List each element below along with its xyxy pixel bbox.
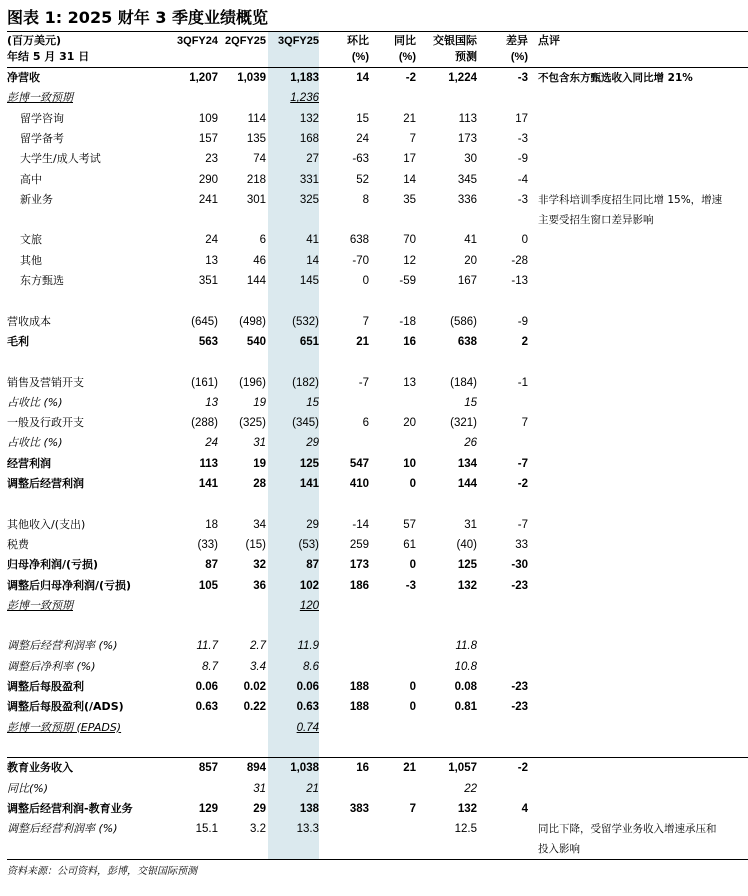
cell-2qfy25: 28 bbox=[253, 478, 266, 490]
cell-yoy: 7 bbox=[409, 132, 416, 145]
table-row bbox=[0, 738, 748, 758]
cell-2qfy25: 19 bbox=[253, 396, 266, 409]
cell-estimate: 167 bbox=[457, 275, 477, 287]
row-label: 调整后经营利润 bbox=[7, 477, 84, 490]
fiscal-year-label: 年结 5 月 31 日 bbox=[7, 50, 90, 63]
table-row bbox=[0, 352, 748, 372]
cell-difference: -23 bbox=[511, 579, 528, 592]
cell-difference: -2 bbox=[517, 762, 528, 775]
row-label: 彭博一致预期 bbox=[7, 598, 73, 612]
cell-2qfy25: 218 bbox=[246, 173, 266, 186]
cell-3qfy25: 13.3 bbox=[296, 823, 319, 836]
cell-qoq: 259 bbox=[349, 538, 369, 551]
cell-difference: -23 bbox=[511, 701, 528, 714]
row-label: 调整后经营利润率 (%) bbox=[7, 822, 118, 836]
col-header-yoy: 同比 bbox=[394, 34, 416, 47]
cell-estimate: (40) bbox=[456, 538, 477, 551]
cell-yoy: 70 bbox=[403, 234, 416, 247]
cell-3qfy24: (288) bbox=[191, 417, 218, 430]
cell-qoq: 15 bbox=[356, 112, 369, 125]
cell-estimate: 144 bbox=[457, 478, 477, 490]
table-row bbox=[0, 190, 748, 226]
col-header-qoq-unit: (%) bbox=[351, 51, 369, 63]
table-row bbox=[0, 799, 748, 819]
cell-2qfy25: (325) bbox=[239, 417, 266, 430]
cell-3qfy25: 21 bbox=[306, 782, 319, 795]
cell-3qfy24: 15.1 bbox=[195, 823, 218, 836]
cell-yoy: -59 bbox=[399, 275, 416, 287]
cell-yoy: -3 bbox=[405, 579, 416, 592]
row-label: 销售及营销开支 bbox=[7, 375, 84, 389]
cell-3qfy25: (532) bbox=[292, 315, 319, 328]
cell-estimate: 12.5 bbox=[454, 823, 477, 836]
row-label: 营收成本 bbox=[7, 314, 51, 328]
table-row bbox=[0, 636, 748, 656]
cell-qoq: 188 bbox=[349, 681, 369, 693]
row-label: 调整后经营利润-教育业务 bbox=[7, 801, 133, 815]
cell-estimate: 336 bbox=[457, 193, 477, 206]
cell-3qfy24: 129 bbox=[198, 802, 218, 815]
cell-difference: -23 bbox=[511, 681, 528, 693]
col-header-qoq: 环比 bbox=[347, 34, 369, 47]
cell-3qfy24: 563 bbox=[198, 335, 218, 348]
cell-estimate: 26 bbox=[464, 437, 477, 450]
cell-2qfy25: 0.02 bbox=[243, 681, 266, 693]
row-label: 调整后归母净利润/(亏损) bbox=[7, 578, 132, 592]
cell-estimate: 638 bbox=[457, 335, 477, 348]
table-row bbox=[0, 758, 748, 778]
col-header-3qfy24: 3QFY24 bbox=[177, 35, 218, 47]
col-header-comment: 点评 bbox=[538, 34, 560, 47]
cell-estimate: 125 bbox=[457, 559, 477, 572]
table-bottom-rule bbox=[7, 859, 748, 860]
cell-difference: -7 bbox=[517, 518, 528, 531]
row-label: 大学生/成人考试 bbox=[20, 152, 101, 166]
cell-estimate: (586) bbox=[450, 315, 477, 328]
cell-3qfy24: 109 bbox=[198, 112, 218, 125]
cell-difference: -3 bbox=[517, 132, 528, 145]
table-row bbox=[0, 88, 748, 108]
cell-2qfy25: 894 bbox=[246, 762, 266, 775]
row-label: 高中 bbox=[20, 172, 42, 186]
row-label: 占收比 (%) bbox=[7, 436, 63, 450]
cell-3qfy24: 113 bbox=[199, 457, 218, 470]
cell-3qfy25: 1,183 bbox=[290, 72, 319, 84]
cell-estimate: 11.8 bbox=[455, 640, 477, 653]
cell-2qfy25: (196) bbox=[239, 376, 266, 389]
cell-estimate: 22 bbox=[464, 782, 477, 795]
cell-3qfy25: 102 bbox=[299, 579, 319, 592]
cell-difference: 33 bbox=[515, 538, 528, 551]
source-note: 资料来源：公司资料，彭博，交银国际预测 bbox=[7, 866, 197, 877]
cell-3qfy24: 290 bbox=[198, 173, 218, 186]
row-label: 教育业务收入 bbox=[7, 761, 73, 775]
row-label: 文旅 bbox=[20, 233, 42, 247]
cell-3qfy25: 0.06 bbox=[296, 681, 319, 693]
table-row bbox=[0, 616, 748, 636]
cell-qoq: 410 bbox=[349, 478, 369, 490]
row-label: 调整后每股盈利(/ADS) bbox=[7, 700, 124, 714]
cell-3qfy24: 857 bbox=[198, 762, 218, 775]
cell-2qfy25: 31 bbox=[253, 782, 266, 795]
cell-estimate: 1,057 bbox=[448, 762, 477, 775]
cell-qoq: 16 bbox=[356, 762, 369, 775]
cell-2qfy25: 1,039 bbox=[237, 72, 266, 84]
cell-yoy: 17 bbox=[403, 153, 416, 166]
cell-qoq: 8 bbox=[362, 193, 369, 206]
cell-3qfy25: 132 bbox=[299, 112, 319, 125]
cell-3qfy25: (182) bbox=[292, 376, 319, 389]
table-row bbox=[0, 819, 748, 856]
cell-yoy: 35 bbox=[403, 193, 416, 206]
table-row bbox=[0, 109, 748, 129]
table-row bbox=[0, 170, 748, 190]
cell-2qfy25: 2.7 bbox=[250, 640, 266, 653]
cell-yoy: 12 bbox=[403, 254, 416, 267]
cell-2qfy25: 31 bbox=[253, 437, 266, 450]
cell-qoq: 7 bbox=[362, 315, 369, 328]
row-comment: 不包含东方甄选收入同比增 21% bbox=[538, 72, 693, 84]
table-row bbox=[0, 535, 748, 555]
cell-3qfy24: 0.63 bbox=[195, 701, 218, 714]
cell-estimate: 173 bbox=[457, 132, 477, 145]
cell-2qfy25: 32 bbox=[253, 559, 266, 572]
cell-estimate: 15 bbox=[464, 396, 477, 409]
cell-3qfy24: (161) bbox=[191, 376, 218, 389]
cell-3qfy25: 41 bbox=[306, 234, 319, 247]
row-comment: 非学科培训季度招生同比增 15%，增速 bbox=[538, 193, 723, 206]
cell-2qfy25: 36 bbox=[253, 579, 266, 592]
cell-3qfy25: (53) bbox=[298, 538, 319, 551]
cell-2qfy25: 6 bbox=[259, 234, 266, 247]
cell-2qfy25: (15) bbox=[245, 538, 266, 551]
table-row bbox=[0, 149, 748, 169]
cell-yoy: 20 bbox=[403, 417, 416, 430]
row-label: 留学备考 bbox=[20, 131, 64, 145]
table-row bbox=[0, 454, 748, 474]
cell-difference: -9 bbox=[517, 315, 528, 328]
row-label: 其他收入/(支出) bbox=[7, 517, 86, 531]
table-row bbox=[0, 657, 748, 677]
cell-3qfy25: 120 bbox=[299, 599, 319, 612]
cell-qoq: 52 bbox=[356, 173, 369, 186]
cell-3qfy25: 0.74 bbox=[296, 721, 319, 734]
cell-difference: 17 bbox=[515, 112, 528, 125]
row-label: 调整后净利率 (%) bbox=[7, 659, 96, 673]
cell-2qfy25: 34 bbox=[253, 518, 266, 531]
row-label: 彭博一致预期 (EPADS) bbox=[7, 720, 122, 734]
cell-estimate: 113 bbox=[458, 112, 477, 125]
cell-3qfy24: 351 bbox=[198, 275, 218, 287]
cell-yoy: 13 bbox=[403, 376, 416, 389]
cell-2qfy25: 0.22 bbox=[243, 701, 266, 714]
cell-3qfy24: 24 bbox=[205, 437, 218, 450]
cell-qoq: 0 bbox=[362, 275, 369, 287]
cell-3qfy25: 11.9 bbox=[297, 640, 319, 653]
row-label: 同比(%) bbox=[7, 781, 49, 795]
table-row bbox=[0, 332, 748, 352]
row-comment-continued: 主要受招生窗口差异影响 bbox=[538, 213, 654, 226]
table-row bbox=[0, 251, 748, 271]
col-header-estimate: 交银国际 bbox=[433, 34, 477, 47]
table-row bbox=[0, 230, 748, 250]
cell-yoy: 0 bbox=[409, 478, 416, 490]
cell-difference: 0 bbox=[521, 234, 528, 247]
row-label: 彭博一致预期 bbox=[7, 91, 73, 105]
table-row bbox=[0, 515, 748, 535]
cell-3qfy24: 8.7 bbox=[202, 660, 218, 673]
col-header-3qfy25: 3QFY25 bbox=[278, 35, 319, 47]
cell-yoy: 0 bbox=[409, 701, 416, 714]
cell-difference: -3 bbox=[517, 193, 528, 206]
cell-3qfy25: 651 bbox=[299, 335, 319, 348]
cell-qoq: 638 bbox=[349, 234, 369, 247]
cell-3qfy25: 168 bbox=[299, 132, 319, 145]
cell-3qfy24: 157 bbox=[198, 132, 218, 145]
cell-qoq: 24 bbox=[356, 132, 369, 145]
cell-difference: 7 bbox=[521, 417, 528, 430]
cell-3qfy25: 29 bbox=[306, 518, 319, 531]
cell-difference: -28 bbox=[511, 254, 528, 267]
row-label: 归母净利润/(亏损) bbox=[7, 558, 99, 572]
table-row bbox=[0, 555, 748, 575]
cell-2qfy25: 29 bbox=[253, 802, 266, 815]
cell-estimate: 1,224 bbox=[448, 72, 477, 84]
table-row bbox=[0, 779, 748, 799]
cell-difference: -4 bbox=[517, 173, 528, 186]
row-label: 调整后每股盈利 bbox=[7, 680, 84, 693]
cell-estimate: 41 bbox=[464, 234, 477, 247]
cell-estimate: 0.81 bbox=[454, 701, 477, 714]
table-row bbox=[0, 596, 748, 616]
table-row bbox=[0, 312, 748, 332]
table-row bbox=[0, 271, 748, 291]
cell-difference: -9 bbox=[517, 153, 528, 166]
cell-estimate: (321) bbox=[450, 417, 477, 430]
cell-qoq: 186 bbox=[349, 579, 369, 592]
cell-3qfy24: 141 bbox=[198, 478, 218, 490]
cell-difference: 2 bbox=[521, 335, 528, 348]
cell-2qfy25: 114 bbox=[247, 112, 266, 125]
figure-title: 图表 1: 2025 财年 3 季度业绩概览 bbox=[7, 8, 269, 27]
col-header-difference-unit: (%) bbox=[510, 51, 528, 63]
table-row bbox=[0, 576, 748, 596]
cell-yoy: 0 bbox=[409, 559, 416, 572]
cell-estimate: 132 bbox=[457, 579, 477, 592]
cell-3qfy25: 1,236 bbox=[290, 92, 319, 105]
cell-yoy: 57 bbox=[403, 518, 416, 531]
cell-difference: -7 bbox=[517, 457, 528, 470]
cell-2qfy25: 144 bbox=[246, 275, 266, 287]
table-row bbox=[0, 697, 748, 717]
col-header-yoy-unit: (%) bbox=[398, 51, 416, 63]
cell-difference: 4 bbox=[521, 802, 528, 815]
cell-yoy: 10 bbox=[403, 457, 416, 470]
cell-3qfy25: 331 bbox=[299, 173, 319, 186]
cell-3qfy24: 105 bbox=[198, 579, 218, 592]
cell-estimate: 134 bbox=[457, 457, 477, 470]
cell-3qfy24: 18 bbox=[205, 518, 218, 531]
cell-3qfy24: 87 bbox=[205, 559, 218, 572]
row-label: 留学咨询 bbox=[20, 111, 64, 125]
cell-difference: -3 bbox=[517, 72, 528, 84]
table-row bbox=[0, 474, 748, 494]
cell-3qfy25: 27 bbox=[306, 153, 319, 166]
cell-2qfy25: 540 bbox=[246, 335, 266, 348]
cell-qoq: -14 bbox=[352, 518, 369, 531]
row-label: 毛利 bbox=[7, 334, 29, 348]
table-row bbox=[0, 494, 748, 514]
cell-difference: -1 bbox=[517, 376, 528, 389]
unit-label: (百万美元) bbox=[7, 34, 62, 47]
cell-3qfy25: 325 bbox=[299, 193, 319, 206]
cell-difference: -2 bbox=[517, 478, 528, 490]
cell-3qfy25: 0.63 bbox=[296, 701, 319, 714]
cell-3qfy24: 11.7 bbox=[196, 640, 218, 653]
cell-2qfy25: (498) bbox=[239, 315, 266, 328]
cell-estimate: 345 bbox=[457, 173, 477, 186]
row-label: 调整后经营利润率 (%) bbox=[7, 639, 118, 653]
cell-3qfy25: 145 bbox=[299, 275, 319, 287]
cell-3qfy25: 141 bbox=[299, 478, 319, 490]
cell-qoq: -7 bbox=[358, 376, 369, 389]
cell-3qfy25: 125 bbox=[299, 457, 319, 470]
cell-3qfy24: 1,207 bbox=[189, 72, 218, 84]
cell-2qfy25: 301 bbox=[246, 193, 266, 206]
col-header-2qfy25: 2QFY25 bbox=[225, 35, 266, 47]
cell-2qfy25: 74 bbox=[253, 153, 266, 166]
table-row bbox=[0, 291, 748, 311]
table-row bbox=[0, 210, 748, 230]
cell-qoq: 6 bbox=[362, 417, 369, 430]
col-header-difference: 差异 bbox=[506, 34, 528, 47]
cell-3qfy25: 138 bbox=[299, 802, 319, 815]
cell-yoy: 7 bbox=[409, 802, 416, 815]
row-label: 一般及行政开支 bbox=[7, 416, 84, 430]
cell-qoq: -63 bbox=[352, 153, 369, 166]
cell-difference: -30 bbox=[511, 559, 528, 572]
cell-3qfy24: 0.06 bbox=[195, 681, 218, 693]
cell-yoy: 61 bbox=[403, 538, 416, 551]
cell-3qfy24: (645) bbox=[191, 315, 218, 328]
header-top-rule bbox=[7, 31, 748, 32]
cell-3qfy25: 15 bbox=[306, 396, 319, 409]
cell-3qfy24: 23 bbox=[205, 153, 218, 166]
cell-qoq: 383 bbox=[349, 802, 369, 815]
cell-3qfy25: 87 bbox=[306, 559, 319, 572]
cell-3qfy24: 24 bbox=[205, 234, 218, 247]
cell-yoy: 21 bbox=[403, 112, 416, 125]
table-row bbox=[0, 129, 748, 149]
cell-3qfy25: 29 bbox=[306, 437, 319, 450]
table-row bbox=[0, 68, 748, 88]
row-label: 新业务 bbox=[20, 192, 53, 206]
cell-3qfy25: 1,038 bbox=[290, 762, 319, 775]
row-comment: 同比下降，受留学业务收入增速承压和 bbox=[538, 823, 717, 836]
row-comment-continued: 投入影响 bbox=[538, 843, 580, 856]
cell-yoy: -2 bbox=[405, 72, 416, 84]
cell-2qfy25: 135 bbox=[246, 132, 266, 145]
cell-yoy: 21 bbox=[403, 762, 416, 775]
cell-qoq: -70 bbox=[352, 254, 369, 267]
row-label: 东方甄选 bbox=[20, 274, 64, 287]
row-label: 税费 bbox=[7, 537, 29, 551]
cell-qoq: 547 bbox=[349, 457, 369, 470]
cell-qoq: 173 bbox=[349, 559, 369, 572]
cell-estimate: 10.8 bbox=[454, 660, 477, 673]
cell-3qfy24: 13 bbox=[205, 254, 218, 267]
cell-yoy: 14 bbox=[403, 173, 416, 186]
table-row bbox=[0, 433, 748, 453]
table-row bbox=[0, 393, 748, 413]
cell-yoy: 16 bbox=[403, 335, 416, 348]
cell-estimate: (184) bbox=[450, 376, 477, 389]
table-row bbox=[0, 677, 748, 697]
col-header-estimate-sub: 预测 bbox=[455, 50, 477, 63]
row-label: 净营收 bbox=[7, 71, 40, 84]
cell-2qfy25: 3.4 bbox=[250, 660, 266, 673]
cell-qoq: 14 bbox=[356, 72, 369, 84]
cell-qoq: 188 bbox=[349, 701, 369, 714]
table-row bbox=[0, 413, 748, 433]
cell-2qfy25: 3.2 bbox=[250, 823, 266, 836]
cell-3qfy24: 241 bbox=[198, 193, 218, 206]
cell-2qfy25: 19 bbox=[253, 457, 266, 470]
table-row bbox=[0, 373, 748, 393]
cell-estimate: 31 bbox=[464, 518, 477, 531]
cell-estimate: 0.08 bbox=[454, 681, 477, 693]
row-label: 占收比 (%) bbox=[7, 395, 63, 409]
cell-3qfy24: (33) bbox=[197, 538, 218, 551]
cell-3qfy25: (345) bbox=[292, 417, 319, 430]
cell-estimate: 132 bbox=[457, 802, 477, 815]
cell-estimate: 20 bbox=[464, 254, 477, 267]
cell-difference: -13 bbox=[511, 275, 528, 287]
cell-qoq: 21 bbox=[356, 335, 369, 348]
row-label: 经营利润 bbox=[7, 456, 51, 470]
table-row bbox=[0, 718, 748, 738]
cell-3qfy25: 14 bbox=[306, 254, 319, 267]
cell-yoy: -18 bbox=[399, 315, 416, 328]
cell-2qfy25: 46 bbox=[253, 254, 266, 267]
cell-yoy: 0 bbox=[409, 681, 416, 693]
cell-estimate: 30 bbox=[464, 153, 477, 166]
row-label: 其他 bbox=[20, 253, 42, 267]
cell-3qfy25: 8.6 bbox=[303, 660, 319, 673]
cell-3qfy24: 13 bbox=[205, 396, 218, 409]
